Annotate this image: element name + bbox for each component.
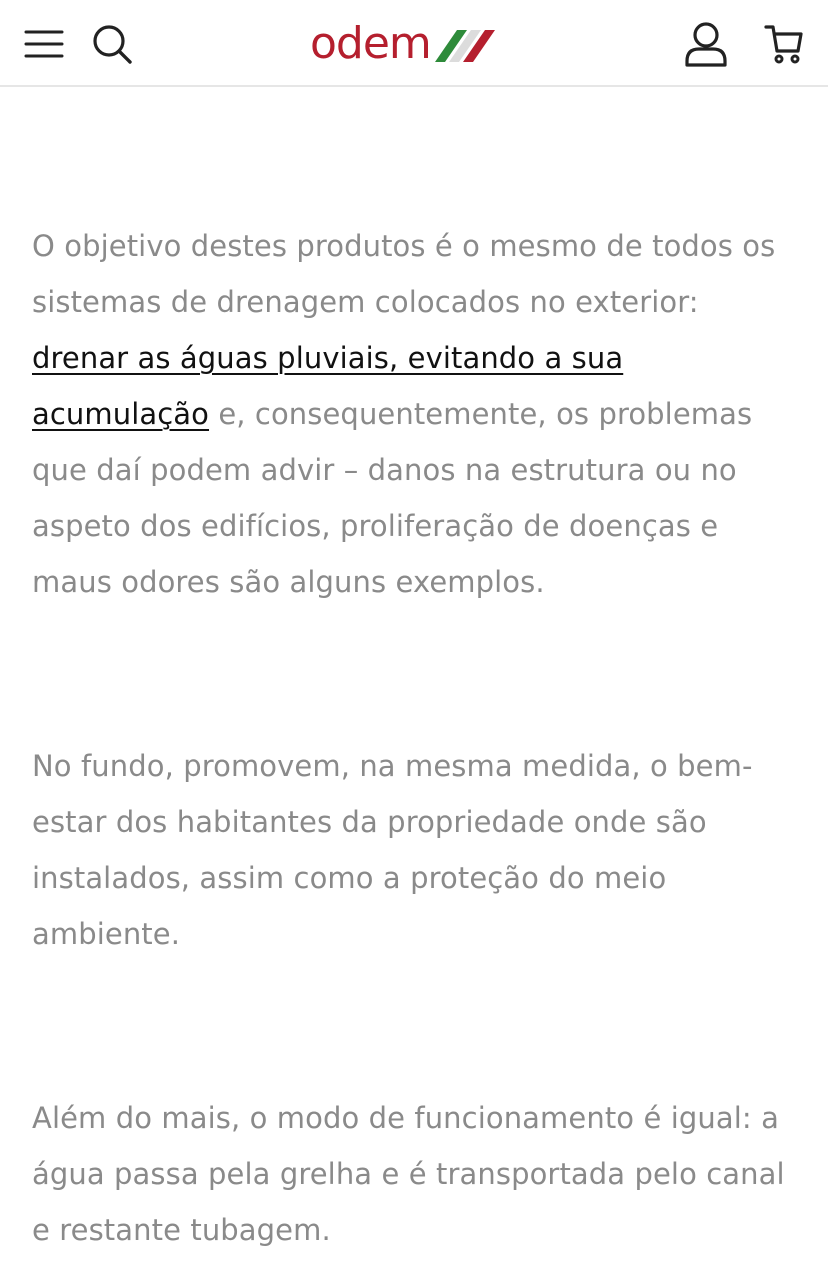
paragraph-1-text-start: O objetivo destes produtos é o mesmo de todos os sistemas de drenagem colocados no exterior: [32, 229, 776, 319]
logo-text: odem [310, 18, 431, 69]
paragraph-3: Além do mais, o modo de funcionamento é igual: a água passa pela grelha e é transportada pelo canal e restante tubagem. [32, 1101, 785, 1247]
site-header [0, 0, 828, 87]
logo[interactable] [310, 18, 520, 70]
search-icon [90, 22, 134, 66]
menu-button[interactable] [18, 18, 70, 70]
paragraph-1-text-end: e, consequentemente, os problemas que daí podem advir – danos na estrutura ou no aspeto dos edifícios, proliferação de doenças e maus odores são alguns exemplos. [32, 397, 753, 599]
search-button[interactable] [84, 16, 140, 72]
user-icon [684, 21, 728, 67]
drainage-link[interactable]: drenar as águas pluviais, evitando a sua acumulação [32, 341, 624, 431]
hamburger-menu-icon [23, 28, 65, 60]
cart-button[interactable] [756, 14, 812, 74]
logo-stripes-icon [433, 24, 497, 64]
paragraph-1 [32, 218, 802, 610]
paragraph-2: No fundo, promovem, na mesma medida, o bem-estar dos habitantes da propriedade onde são instalados, assim como a proteção do meio ambiente. [32, 749, 753, 951]
account-button[interactable] [676, 14, 736, 74]
cart-icon [764, 23, 804, 65]
article-content [32, 218, 802, 1258]
